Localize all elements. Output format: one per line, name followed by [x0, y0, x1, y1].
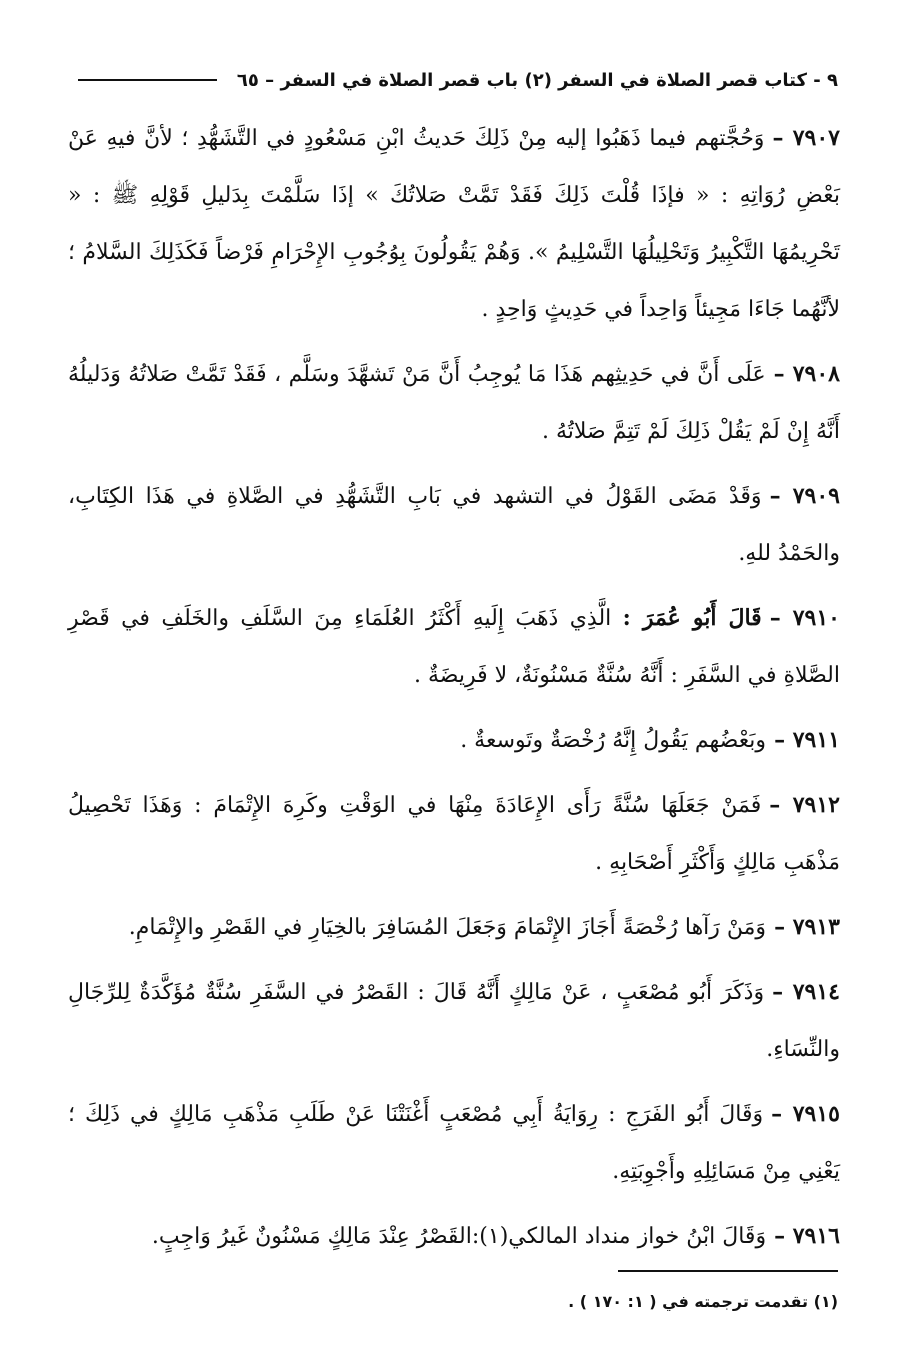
- paragraph-7916: [68, 1208, 840, 1265]
- paragraph-text: وبَعْضُهم يَقُولُ إِنَّهُ رُخْصَةٌ وتَوسعةٌ .: [460, 728, 767, 753]
- paragraph-text: وَقَالَ أَبُو الفَرَجِ : رِوَايَةُ أَبِي مُصْعَبٍ أَغْنَتْنَا عَنْ طَلَبِ مَذْهَبِ مَالِكٍ في ذَلِكَ ؛ يَعْنِي مِنْ مَسَائِلِهِ وأَجْوِبَتِهِ.: [68, 1102, 840, 1184]
- header-rule: [78, 79, 217, 81]
- paragraph-text: فَمَنْ جَعَلَهَا سُنَّةً رَأَى الإِعَادَةَ مِنْهَا في الوَقْتِ وكَرِهَ الإِتْمَامَ : وَهَذَا تَحْصِيلُ مَذْهَبِ مَالِكٍ وَأَكْثَرِ أَصْحَابِهِ .: [68, 793, 840, 875]
- paragraph-text: وَقَدْ مَضَى القَوْلُ في التشهد في بَابِ التَّشَهُّدِ في الصَّلاةِ في هَذَا الكِتَابِ، والحَمْدُ للهِ.: [68, 484, 840, 566]
- paragraph-number: ٧٩١٣ –: [774, 914, 840, 940]
- footnote: (١) تقدمت ترجمته في ( ١: ١٧٠ ) .: [568, 1292, 838, 1311]
- paragraph-text: وَقَالَ ابْنُ خواز منداد المالكي(١):القَصْرُ عِنْدَ مَالِكٍ مَسْنُونٌ غَيرُ وَاجِبٍ.: [151, 1224, 767, 1249]
- main-text: [68, 110, 840, 1273]
- paragraph-7911: [68, 712, 840, 769]
- paragraph-text: عَلَى أَنَّ في حَدِيثِهم هَذَا مَا يُوجِبُ أَنَّ مَنْ تَشهَّدَ وسَلَّم ، فَقَدْ تَمَّتْ صَلاتُهُ وَدَليلُهُ أَنَّهُ إِنْ لَمْ يَقُلْ ذَلِكَ لَمْ تَتِمَّ صَلاتُهُ .: [68, 362, 840, 444]
- speaker-name: قَالَ أَبُو عُمَرَ :: [622, 605, 762, 631]
- paragraph-text: وَذَكَرَ أَبُو مُصْعَبٍ ، عَنْ مَالِكٍ أَنَّهُ قَالَ : القَصْرُ في السَّفَرِ سُنَّةٌ مُؤَكَّدَةٌ لِلرِّجَالِ والنِّسَاءِ.: [68, 980, 840, 1062]
- paragraph-7915: [68, 1086, 840, 1200]
- paragraph-7912: [68, 777, 840, 891]
- paragraph-7913: [68, 899, 840, 956]
- paragraph-number: ٧٩١٤ –: [772, 979, 840, 1005]
- paragraph-number: ٧٩١٢ –: [769, 792, 840, 818]
- running-header: [78, 62, 838, 98]
- paragraph-number: ٧٩١٠ –: [769, 605, 840, 631]
- paragraph-number: ٧٩٠٨ –: [773, 361, 840, 387]
- paragraph-number: ٧٩١٥ –: [771, 1101, 840, 1127]
- paragraph-7914: [68, 964, 840, 1078]
- paragraph-7909: [68, 468, 840, 582]
- paragraph-text: الَّذِي ذَهَبَ إِلَيهِ أَكْثَرُ العُلَمَاءِ مِنَ السَّلَفِ والخَلَفِ في قَصْرِ الصَّلاةِ في السَّفَرِ : أَنَّهُ سُنَّةٌ مَسْنُونَةٌ، لا فَرِيضَةٌ .: [68, 606, 840, 688]
- paragraph-7910: [68, 590, 840, 704]
- header-title: ٩ - كتاب قصر الصلاة في السفر (٢) باب قصر الصلاة في السفر – ٦٥: [236, 69, 838, 91]
- paragraph-number: ٧٩١٦ –: [774, 1223, 840, 1249]
- paragraph-7908: [68, 346, 840, 460]
- paragraph-number: ٧٩٠٩ –: [769, 483, 840, 509]
- paragraph-text: وَمَنْ رَآها رُخْصَةً أَجَازَ الإِتْمَامَ وَجَعَلَ المُسَافِرَ بالخِيَارِ في القَصْرِ والإِتْمَامِ.: [128, 915, 767, 940]
- paragraph-text: وَحُجَّتهم فيما ذَهَبُوا إليه مِنْ ذَلِكَ حَديثُ ابْنِ مَسْعُودٍ في التَّشَهُّدِ ؛ لأنَّ فيهِ عَنْ بَعْضِ رُوَاتِهِ : « فإذَا قُلْتَ ذَلِكَ فَقَدْ تَمَّتْ صَلاتُكَ » إذَا سَلَّمْتَ بِدَليلِ قَوْلِهِ ﷺ : « تَحْرِيمُهَا التَّكْبِيرُ وَتَحْلِيلُهَا التَّسْلِيمُ ». وَهُمْ يَقُولُونَ بِوُجُوبِ الإِحْرَامِ فَرْضاً فَكَذَلِكَ السَّلامُ ؛ لأنَّهُما جَاءَا مَجِيئاً وَاحِداً في حَدِيثٍ وَاحِدٍ .: [68, 126, 840, 322]
- paragraph-number: ٧٩١١ –: [774, 727, 840, 753]
- paragraph-7907: [68, 110, 840, 338]
- paragraph-number: ٧٩٠٧ –: [772, 125, 840, 151]
- footnote-divider: [618, 1270, 838, 1272]
